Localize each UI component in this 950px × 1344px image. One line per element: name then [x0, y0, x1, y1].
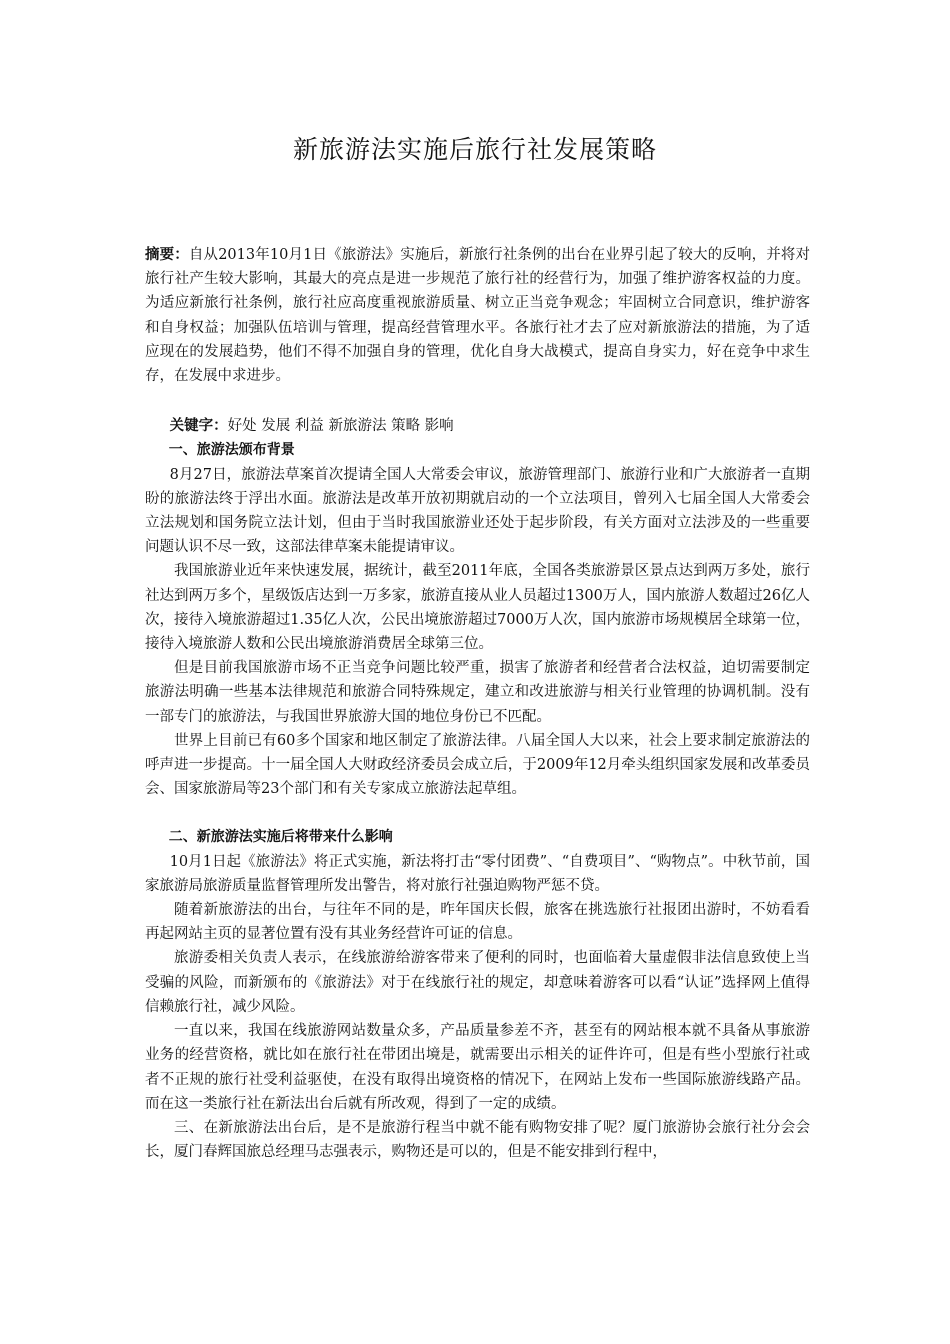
keywords-label: 关键字：: [169, 418, 228, 435]
section-heading-1: 一、旅游法颁布背景: [168, 442, 295, 459]
section2-paragraph: 三、在新旅游法出台后，是不是旅游行程当中就不能有购物安排了呢？厦门旅游协会旅行社分会会长，厦门春辉国旅总经理马志强表示，购物还是可以的，但是不能安排到行程中，: [145, 1119, 810, 1161]
keywords-paragraph: [145, 414, 810, 438]
abstract-text: 自从2013年10月1日《旅游法》实施后，新旅行社条例的出台在业界引起了较大的反响，并将对旅行社产生较大影响，其最大的亮点是进一步规范了旅行社的经营行为，加强了维护游客权益的力度。为适应新旅行社条例，旅行社应高度重视旅游质量、树立正当竞争观念；牢固树立合同意识，维护游客和自身权益；加强队伍培训与管理，提高经营管理水平。各旅行社才去了应对新旅游法的措施，为了适应现在的发展趋势，他们不得不加强自身的管理，优化自身大战模式，提高自身实力，好在竞争中求生存，在发展中求进步。: [145, 247, 811, 385]
abstract-label: 摘要：: [145, 247, 189, 263]
section1-paragraph: 我国旅游业近年来快速发展，据统计，截至2011年底，全国各类旅游景区景点达到两万多处，旅行社达到两万多个，星级饭店达到一万多家，旅游直接从业人员超过1300万人，国内旅游人数超过26亿人次，接待入境旅游超过1.35亿人次，公民出境旅游超过7000万人次，国内旅游市场规模居全球第一位，接待入境旅游人数和公民出境旅游消费居全球第三位。: [145, 563, 810, 653]
section1-paragraph: 8月27日，旅游法草案首次提请全国人大常委会审议，旅游管理部门、旅游行业和广大旅游者一直期盼的旅游法终于浮出水面。旅游法是改革开放初期就启动的一个立法项目，曾列入七届全国人大常委会立法规划和国务院立法计划，但由于当时我国旅游业还处于起步阶段，有关方面对立法涉及的一些重要问题认识不尽一致，这部法律草案未能提请审议。: [145, 466, 810, 556]
section2-paragraph: 随着新旅游法的出台，与往年不同的是，昨年国庆长假，旅客在挑选旅行社报团出游时，不妨看看再起网站主页的显著位置有没有其业务经营许可证的信息。: [145, 902, 810, 943]
section-heading-2: 二、新旅游法实施后将带来什么影响: [168, 829, 393, 846]
section2-paragraph: 10月1日起《旅游法》将正式实施，新法将打击“零付团费”、“自费项目”、“购物点”。中秋节前，国家旅游局旅游质量监督管理所发出警告，将对旅行社强迫购物严惩不贷。: [145, 853, 810, 894]
abstract-paragraph: [145, 243, 810, 388]
section2-paragraph: 旅游委相关负责人表示，在线旅游给游客带来了便利的同时，也面临着大量虚假非法信息致使上当受骗的风险，而新颁布的《旅游法》对于在线旅行社的规定，却意味着游客可以看“认证”选择网上值得信赖旅行社，减少风险。: [145, 950, 810, 1015]
keywords-text: 好处 发展 利益 新旅游法 策略 影响: [227, 418, 454, 435]
section1-paragraph: 世界上目前已有60多个国家和地区制定了旅游法律。八届全国人大以来，社会上要求制定旅游法的呼声进一步提高。十一届全国人大财政经济委员会成立后，于2009年12月牵头组织国家发展和改革委员会、国家旅游局等23个部门和有关专家成立旅游法起草组。: [145, 732, 810, 798]
section2-paragraph: 一直以来，我国在线旅游网站数量众多，产品质量参差不齐，甚至有的网站根本就不具备从事旅游业务的经营资格，就比如在旅行社在带团出境是，就需要出示相关的证件许可，但是有些小型旅行社或者不正规的旅行社受利益驱使，在没有取得出境资格的情况下，在网站上发布一些国际旅游线路产品。而在这一类旅行社在新法出台后就有所改观，得到了一定的成绩。: [145, 1023, 810, 1112]
page-title: 新旅游法实施后旅行社发展策略: [292, 135, 657, 164]
document-body: [145, 243, 810, 1164]
section1-paragraph: 但是目前我国旅游市场不正当竞争问题比较严重，损害了旅游者和经营者合法权益，迫切需要制定旅游法明确一些基本法律规范和旅游合同特殊规定，建立和改进旅游与相关行业管理的协调机制。没有一部专门的旅游法，与我国世界旅游大国的地位身份已不匹配。: [145, 660, 810, 725]
